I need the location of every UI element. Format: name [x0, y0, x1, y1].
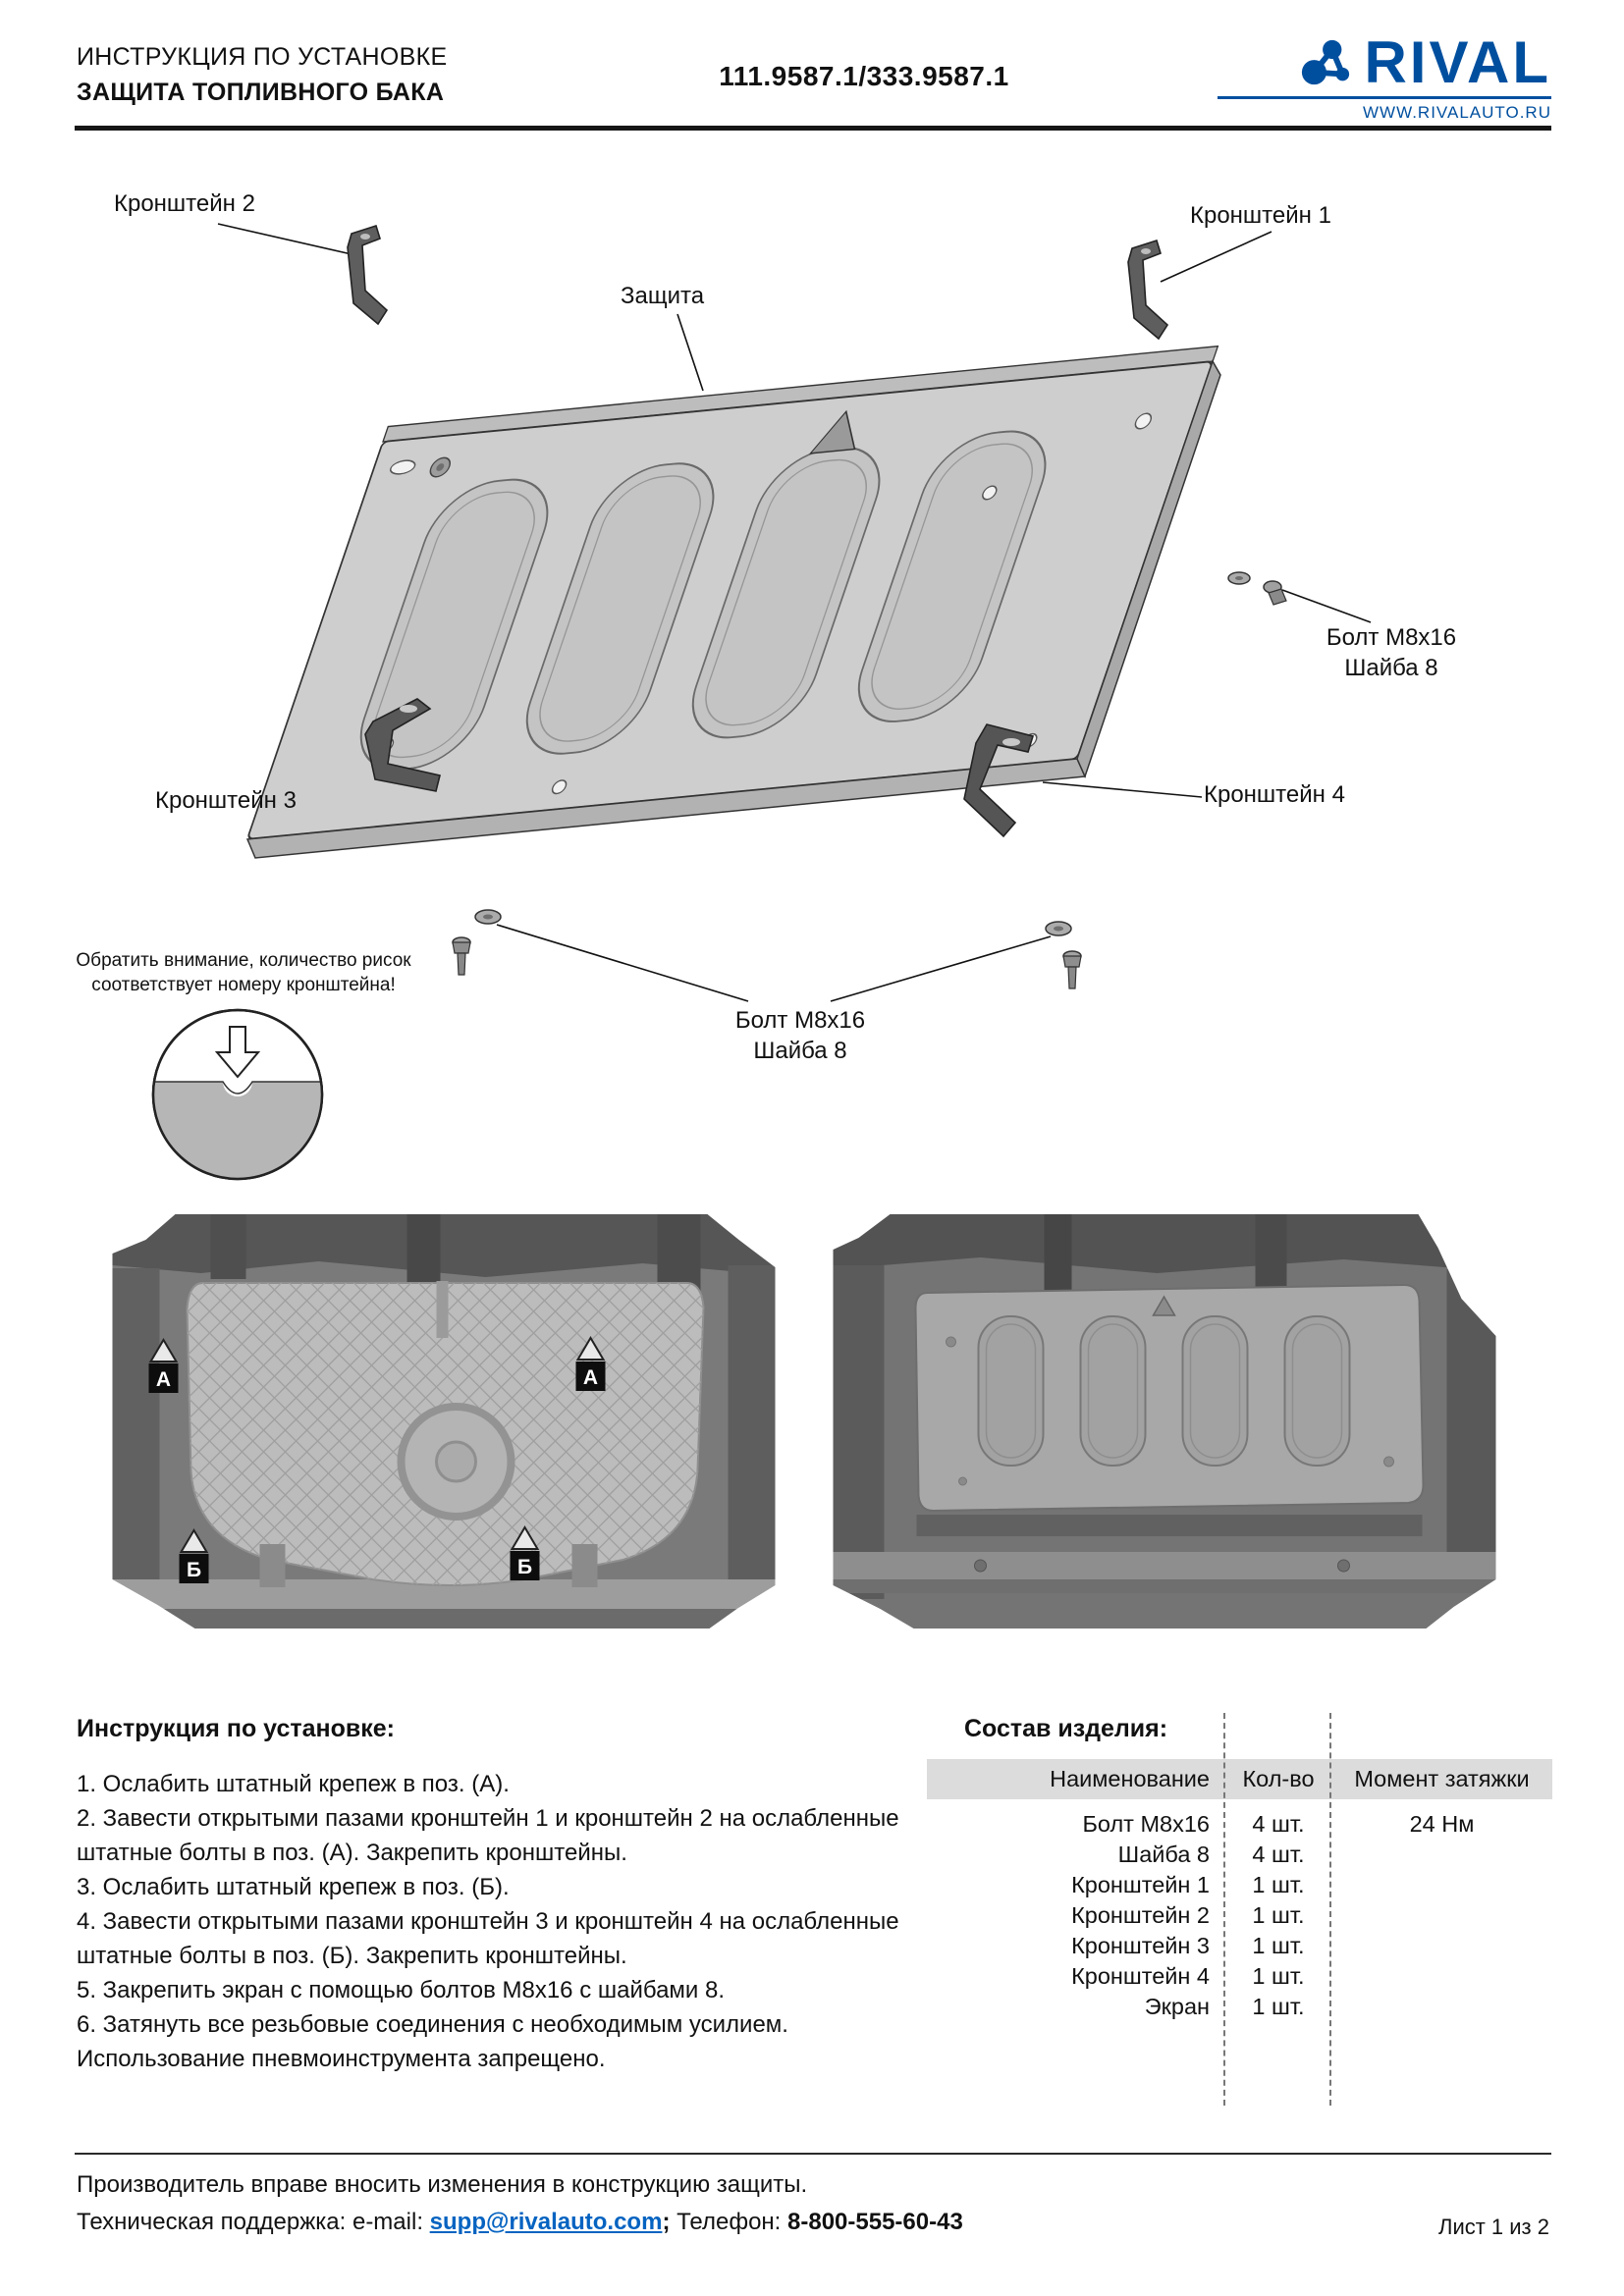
label-bracket-1: Кронштейн 1 [1190, 202, 1331, 229]
cell-name: Экран [1144, 1994, 1210, 2019]
support-email-link[interactable]: supp@rivalauto.com [429, 2209, 663, 2235]
cell-torque [1331, 1870, 1552, 1900]
label-bolt-bottom: Болт М8х16 [734, 1007, 866, 1034]
header-divider [75, 126, 1551, 131]
marker-letter: Б [516, 1556, 533, 1578]
photo-before-install [112, 1214, 776, 1629]
cell-qty: 4 шт. [1252, 1842, 1305, 1867]
cell-qty: 1 шт. [1252, 1872, 1305, 1897]
groove-note-line-2: соответствует номеру кронштейна! [91, 975, 396, 995]
table-divider [1329, 1713, 1331, 2106]
composition-section [927, 1715, 1552, 2100]
cell-name: Кронштейн 3 [1071, 1933, 1210, 1958]
washer-bolt-bottom-left [453, 910, 501, 975]
marker-letter: Б [186, 1559, 202, 1581]
cell-name: Кронштейн 2 [1071, 1902, 1210, 1928]
brand-name: RIVAL [1364, 29, 1551, 95]
cell-qty: 1 шт. [1252, 1933, 1305, 1958]
label-fastener-bottom [682, 1005, 918, 1066]
instruction-step: 4. Завести открытыми пазами кронштейн 3 и кронштейн 4 на ослабленные штатные болты в поз. (Б). Закрепить кронштейны. [77, 1908, 899, 1969]
bracket-1-drawing [1128, 240, 1167, 339]
part-number: 111.9587.1/333.9587.1 [719, 61, 1009, 91]
installed-shield-drawing [916, 1285, 1424, 1511]
washer-bolt-right [1228, 572, 1286, 605]
table-header-row [927, 1759, 1552, 1799]
cell-torque [1331, 1931, 1552, 1961]
title-line-2: ЗАЩИТА ТОПЛИВНОГО БАКА [77, 79, 445, 106]
page-number: Лист 1 из 2 [1438, 2215, 1549, 2239]
label-fastener-right [1298, 622, 1485, 683]
cell-name: Болт М8х16 [1082, 1811, 1210, 1837]
instruction-step: 3. Ослабить штатный крепеж в поз. (Б). [77, 1874, 510, 1900]
brand-website: WWW.RIVALAUTO.RU [1218, 96, 1551, 123]
instruction-step: 2. Завести открытыми пазами кронштейн 1 и кронштейн 2 на ослабленные штатные болты в поз. (А). Закрепить кронштейны. [77, 1805, 899, 1866]
cell-torque [1331, 1840, 1552, 1870]
document-title [77, 43, 447, 107]
label-bracket-4: Кронштейн 4 [1204, 781, 1345, 808]
support-prefix: Техническая поддержка: e-mail: [77, 2209, 430, 2235]
col-header-torque: Момент затяжки [1354, 1766, 1530, 1791]
phone-label: Телефон: [677, 2209, 788, 2235]
marker-letter: А [582, 1366, 599, 1389]
fuel-tank-drawing [188, 1281, 704, 1587]
rival-dots-emblem-icon [1297, 36, 1354, 89]
table-row [927, 1992, 1552, 2022]
rival-logo [1218, 29, 1551, 123]
cell-name: Шайба 8 [1117, 1842, 1210, 1867]
cell-torque [1331, 1992, 1552, 2022]
table-row [927, 1809, 1552, 1840]
table-row [927, 1900, 1552, 1931]
note-circle-diagram [151, 1010, 324, 1182]
table-body [927, 1809, 1552, 2022]
installation-instructions [77, 1715, 925, 2076]
cell-qty: 1 шт. [1252, 1994, 1305, 2019]
cell-name: Кронштейн 4 [1071, 1963, 1210, 1989]
instructions-heading: Инструкция по установке: [77, 1715, 395, 1742]
cell-torque [1331, 1900, 1552, 1931]
disclaimer: Производитель вправе вносить изменения в конструкцию защиты. [77, 2171, 808, 2198]
cell-torque [1331, 1961, 1552, 1992]
table-row [927, 1931, 1552, 1961]
label-bolt-right: Болт М8х16 [1326, 624, 1457, 651]
phone-value: 8-800-555-60-43 [787, 2209, 963, 2235]
table-row [927, 1870, 1552, 1900]
table-row [927, 1840, 1552, 1870]
label-bracket-2: Кронштейн 2 [114, 190, 255, 217]
footer-divider [75, 2153, 1551, 2155]
support-separator: ; [662, 2209, 677, 2235]
instruction-step: 1. Ослабить штатный крепеж в поз. (А). [77, 1771, 510, 1797]
bracket-2-drawing [348, 226, 387, 324]
label-bracket-3: Кронштейн 3 [155, 787, 297, 814]
photo-after-install [833, 1214, 1496, 1629]
cell-name: Кронштейн 1 [1071, 1872, 1210, 1897]
table-row [927, 1961, 1552, 1992]
label-washer-right: Шайба 8 [1344, 655, 1438, 681]
washer-bolt-bottom-right [1046, 922, 1081, 988]
groove-note [65, 948, 422, 997]
composition-heading: Состав изделия: [964, 1715, 1168, 1742]
marker-letter: А [155, 1368, 172, 1391]
col-header-name: Наименование [1050, 1766, 1210, 1791]
label-shield: Защита [621, 283, 705, 309]
table-divider [1223, 1713, 1225, 2106]
cell-qty: 4 шт. [1252, 1811, 1305, 1837]
instruction-step: Использование пневмоинструмента запрещено. [77, 2046, 606, 2072]
instruction-step: 6. Затянуть все резьбовые соединения с необходимым усилием. [77, 2011, 788, 2038]
cell-qty: 1 шт. [1252, 1902, 1305, 1928]
cell-qty: 1 шт. [1252, 1963, 1305, 1989]
support-line [77, 2209, 963, 2236]
instruction-step: 5. Закрепить экран с помощью болтов М8х16 с шайбами 8. [77, 1977, 725, 2003]
col-header-qty: Кол-во [1242, 1766, 1315, 1791]
cell-torque: 24 Нм [1409, 1811, 1475, 1837]
groove-note-line-1: Обратить внимание, количество рисок [76, 950, 411, 971]
label-washer-bottom: Шайба 8 [753, 1038, 847, 1064]
title-line-1: ИНСТРУКЦИЯ ПО УСТАНОВКЕ [77, 43, 448, 71]
